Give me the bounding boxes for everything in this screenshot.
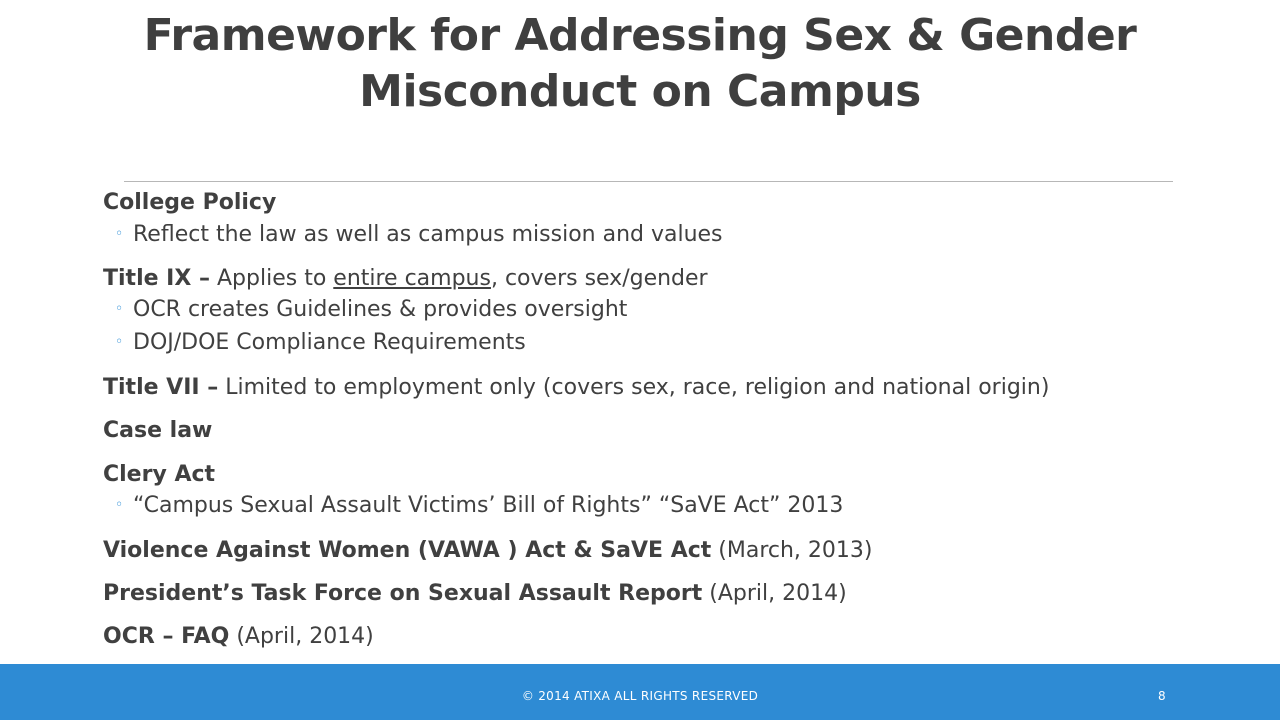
item-text: (April, 2014) <box>229 624 374 649</box>
item-task-force <box>103 579 847 609</box>
item-heading: Clery Act <box>103 462 216 487</box>
item-text: Limited to employment only (covers sex, race, religion and national origin) <box>218 375 1050 400</box>
item-title-vii <box>103 373 1049 403</box>
sub-item <box>115 327 526 358</box>
sub-item-text: “Campus Sexual Assault Victims’ Bill of Rights” “SaVE Act” 2013 <box>133 493 844 518</box>
item-title-ix <box>103 264 708 294</box>
item-heading: Title IX – <box>103 266 210 291</box>
item-heading: Violence Against Women (VAWA ) Act & SaVE Act <box>103 538 712 563</box>
copyright-text: © 2014 ATIXA ALL RIGHTS RESERVED <box>521 689 759 703</box>
item-vawa <box>103 536 872 566</box>
footer-bar <box>0 664 1280 720</box>
slide-title: Framework for Addressing Sex & Gender Misconduct on Campus <box>143 10 1137 117</box>
item-clery-act <box>103 460 215 490</box>
sub-item-text: DOJ/DOE Compliance Requirements <box>133 330 526 355</box>
title-divider <box>124 181 1173 182</box>
sub-item-text: Reflect the law as well as campus mission and values <box>133 222 723 247</box>
sub-item <box>115 219 723 250</box>
page-number: 8 <box>1158 689 1166 703</box>
item-text: (April, 2014) <box>702 581 847 606</box>
sub-item <box>115 490 843 521</box>
item-text: , covers sex/gender <box>490 266 708 291</box>
item-heading: College Policy <box>103 190 277 215</box>
item-case-law <box>103 416 212 446</box>
item-text: Applies to <box>210 266 334 291</box>
bullet-icon: ◦ <box>115 334 124 350</box>
item-text: (March, 2013) <box>711 538 873 563</box>
item-heading: Case law <box>103 418 213 443</box>
item-heading: President’s Task Force on Sexual Assault Report <box>103 581 703 606</box>
bullet-icon: ◦ <box>115 497 124 513</box>
item-heading: OCR – FAQ <box>103 624 230 649</box>
sub-item <box>115 294 627 325</box>
bullet-icon: ◦ <box>115 301 124 317</box>
item-text-underlined: entire campus <box>333 266 491 291</box>
sub-item-text: OCR creates Guidelines & provides oversight <box>133 297 628 322</box>
bullet-icon: ◦ <box>115 226 124 242</box>
item-ocr-faq <box>103 622 374 652</box>
item-heading: Title VII – <box>103 375 219 400</box>
item-college-policy <box>103 188 276 218</box>
